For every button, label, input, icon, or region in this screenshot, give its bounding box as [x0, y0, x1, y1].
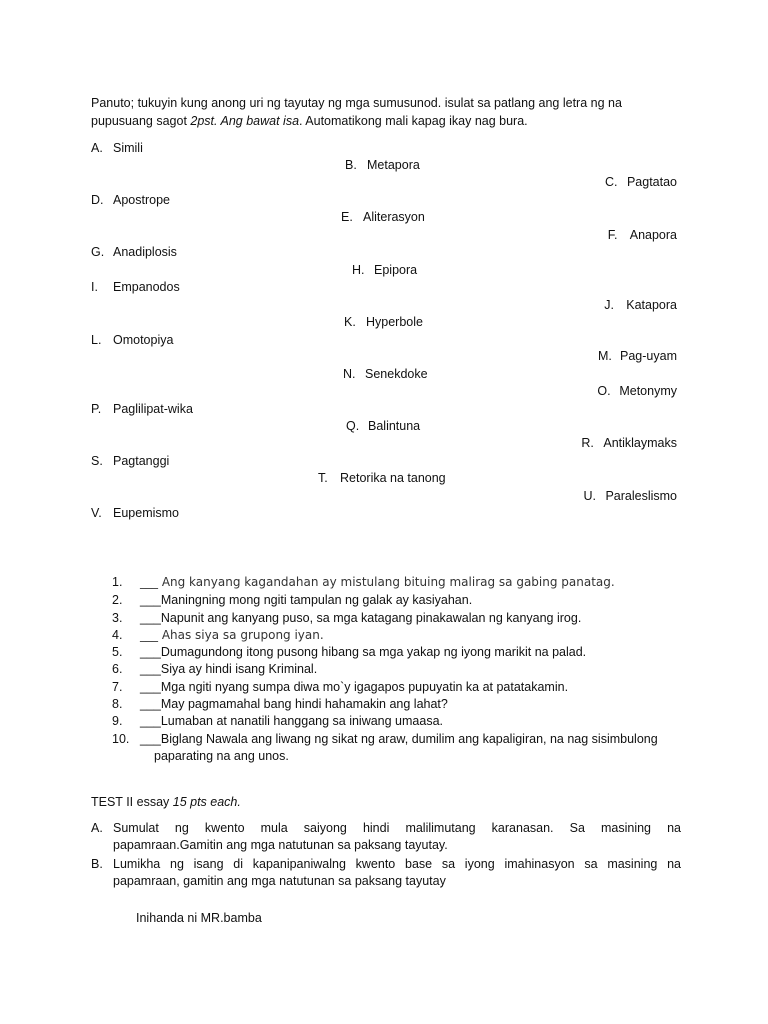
option-label: Apostrope [113, 193, 170, 207]
question-text: ___Lumaban at nanatili hanggang sa iniwang umaasa. [140, 714, 444, 728]
essay-item-b [91, 856, 681, 890]
option-j [604, 297, 677, 313]
option-label: Senekdoke [365, 367, 428, 381]
option-u [583, 488, 677, 504]
option-letter: H. [352, 263, 365, 277]
option-letter: M. [598, 349, 612, 363]
option-letter: L. [91, 333, 102, 347]
option-c [605, 174, 677, 190]
essay-letter: A. [91, 821, 103, 835]
option-letter: U. [583, 489, 596, 503]
option-letter: V. [91, 506, 102, 520]
option-letter: K. [344, 315, 356, 329]
question-text: ___ Ahas siya sa grupong iyan. [140, 628, 324, 642]
question-number: 10. [112, 732, 130, 746]
option-letter: O. [597, 384, 611, 398]
option-letter: D. [91, 193, 104, 207]
option-label: Aliterasyon [363, 210, 425, 224]
question-text: ___Maningning mong ngiti tampulan ng galak ay kasiyahan. [140, 593, 473, 607]
essay-line-1: Lumikha ng isang di kapanipaniwalng kwento base sa iyong imahinasyon sa masining na [113, 857, 681, 871]
option-letter: J. [604, 298, 614, 312]
option-s [91, 453, 169, 469]
instructions-line-1: Panuto; tukuyin kung anong uri ng tayutay ng mga sumusunod. isulat sa patlang ang letra ng na [91, 96, 622, 110]
option-n [343, 366, 428, 382]
option-label: Pagtanggi [113, 454, 170, 468]
option-label: Retorika na tanong [340, 471, 446, 485]
option-label: Paraleslismo [605, 489, 677, 503]
option-label: Simili [113, 141, 143, 155]
instructions [91, 94, 691, 130]
question-text-continuation: paparating na ang unos. [154, 749, 289, 763]
option-letter: S. [91, 454, 103, 468]
test2-points: 15 pts each. [172, 795, 241, 809]
question-number: 6. [112, 662, 123, 676]
question-text: ___Siya ay hindi isang Kriminal. [140, 662, 318, 676]
option-p [91, 401, 193, 417]
question-number: 2. [112, 593, 123, 607]
option-letter: F. [607, 228, 618, 242]
test2-title: TEST II essay [91, 795, 173, 809]
instructions-line-2 [91, 112, 691, 130]
option-label: Epipora [374, 263, 418, 277]
option-label: Antiklaymaks [603, 436, 677, 450]
instructions-points: 2pst. Ang bawat isa [190, 114, 300, 128]
question-text: ___ Ang kanyang kagandahan ay mistulang bituing malirag sa gabing panatag. [140, 575, 615, 589]
option-r [581, 435, 677, 451]
option-letter: C. [604, 175, 618, 189]
essay-item-a [91, 820, 681, 854]
question-text: ___Dumagundong itong pusong hibang sa mga yakap ng iyong marikit na palad. [140, 645, 587, 659]
question-number: 7. [112, 680, 123, 694]
option-label: Pagtatao [626, 175, 677, 189]
option-k [344, 314, 423, 330]
option-letter: T. [318, 471, 328, 485]
instructions-line-2c: . Automatikong mali kapag ikay nag bura. [299, 114, 528, 128]
option-label: Omotopiya [113, 333, 174, 347]
option-letter: N. [343, 367, 356, 381]
option-e [341, 209, 425, 225]
option-a [91, 140, 143, 156]
option-o [597, 383, 677, 399]
question-text: ___Biglang Nawala ang liwang ng sikat ng araw, dumilim ang kapaligiran, na nag sisimbulong [140, 732, 658, 746]
option-label: Metonymy [619, 384, 677, 398]
question-text: ___Napunit ang kanyang puso, sa mga katagang pinakawalan ng kanyang irog. [140, 611, 582, 625]
option-label: Pag-uyam [620, 349, 677, 363]
essay-line-2: papamraan, gamitin ang mga natutunan sa paksang tayutay [113, 874, 446, 888]
option-i [91, 279, 180, 295]
option-label: Eupemismo [113, 506, 179, 520]
essay-line-2: papamraan.Gamitin ang mga natutunan sa paksang tayutay. [113, 838, 448, 852]
option-label: Paglilipat-wika [113, 402, 193, 416]
option-letter: P. [91, 402, 102, 416]
question-text: ___May pagmamahal bang hindi hahamakin ang lahat? [140, 697, 448, 711]
question-number: 4. [112, 628, 123, 642]
option-label: Metapora [367, 158, 420, 172]
option-g [91, 244, 177, 260]
option-label: Empanodos [113, 280, 180, 294]
question-number: 9. [112, 714, 123, 728]
option-letter: B. [345, 158, 357, 172]
option-t [318, 470, 446, 486]
essay-letter: B. [91, 857, 103, 871]
question-number: 3. [112, 611, 123, 625]
question-number: 5. [112, 645, 123, 659]
option-letter: I. [91, 280, 98, 294]
question-number: 1. [112, 575, 123, 589]
option-m [598, 348, 677, 364]
option-label: Anapora [629, 228, 677, 242]
option-l [91, 332, 173, 348]
option-letter: Q. [346, 419, 360, 433]
option-q [346, 418, 420, 434]
option-label: Katapora [626, 298, 677, 312]
option-letter: G. [91, 245, 105, 259]
essay-line-1: Sumulat ng kwento mula saiyong hindi malilimutang karanasan. Sa masining na [113, 821, 681, 835]
option-label: Hyperbole [366, 315, 423, 329]
question-text: ___Mga ngiti nyang sumpa diwa mo`y igagapos pupuyatin ka at patatakamin. [140, 680, 569, 694]
option-h [352, 262, 417, 278]
option-letter: E. [341, 210, 353, 224]
option-b [345, 157, 420, 173]
option-d [91, 192, 170, 208]
option-label: Anadiplosis [113, 245, 177, 259]
option-letter: A. [91, 141, 103, 155]
prepared-by: Inihanda ni MR.bamba [136, 911, 262, 925]
option-letter: R. [581, 436, 594, 450]
option-v [91, 505, 179, 521]
option-f [608, 227, 677, 243]
test2-heading [91, 794, 241, 810]
instructions-line-2a: pupusuang sagot [91, 114, 191, 128]
option-label: Balintuna [368, 419, 421, 433]
question-number: 8. [112, 697, 123, 711]
